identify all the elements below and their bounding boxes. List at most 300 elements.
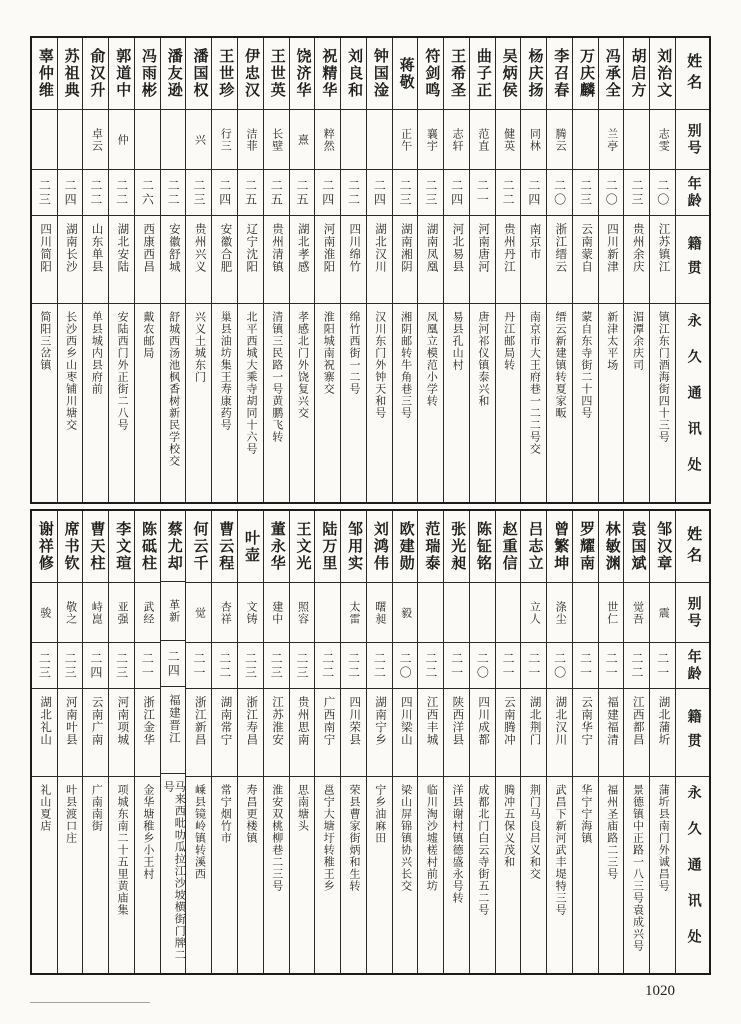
age-cell [238,170,263,216]
person-alias: 洁菲 [244,127,257,152]
name-cell [418,38,443,110]
person-alias: 骏 [38,606,51,619]
alias-cell [650,583,675,643]
native-place-cell [650,689,675,777]
person-alias: 腾云 [554,127,567,152]
age-cell [290,170,315,216]
person-alias: 行三 [219,127,232,152]
person-native-place: 江苏淮安 [270,696,283,746]
address-cell [573,777,598,973]
person-name: 蔡尤却 [165,520,182,572]
person-address: 马来西吡叻瓜拉江沙坡横街门牌二号 [162,780,186,961]
age-cell [650,643,675,689]
age-cell [470,170,495,216]
entry-column [417,38,443,502]
person-address: 舒城西汤池枫香树新民学校交 [167,311,180,467]
entry-column [160,511,186,973]
person-native-place: 湖南常宁 [219,696,232,746]
entry-column [572,38,598,502]
person-native-place: 四川荣县 [348,696,361,746]
alias-cell [496,583,521,643]
person-native-place: 河南唐河 [477,223,490,273]
person-address: 北平西城大乘寺胡同十六号 [244,311,257,455]
age-cell [496,643,521,689]
entry-column [237,511,263,973]
native-place-cell [264,216,289,304]
person-age: 二三 [243,651,258,680]
name-cell [573,511,598,583]
age-cell [367,170,392,216]
address-cell [264,777,289,973]
age-cell [315,170,340,216]
person-address: 唐河祁仪镇泰兴和 [476,311,489,407]
person-age: 二〇 [552,178,567,207]
person-native-place: 浙江缙云 [554,223,567,273]
native-place-cell [573,689,598,777]
person-age: 二一 [140,651,155,680]
person-age: 二一 [526,651,541,680]
age-cell [521,170,546,216]
name-cell [32,38,57,110]
age-cell [599,643,624,689]
address-cell [186,304,211,502]
header-alias [676,110,709,170]
person-age: 二五 [295,178,310,207]
alias-cell [547,110,572,170]
person-native-place: 河南淮阳 [322,223,335,273]
entry-column [32,511,57,973]
person-address: 凤凰立模范小学转 [425,311,438,407]
alias-cell [212,110,237,170]
alias-cell [315,583,340,643]
address-cell [264,304,289,502]
person-name: 欧建勋 [397,521,414,572]
person-age: 二二 [423,651,438,680]
person-address: 宁乡油麻田 [373,784,386,844]
age-cell [470,643,495,689]
native-place-cell [547,216,572,304]
entry-column [263,38,289,502]
name-cell [264,511,289,583]
person-name: 潘国权 [191,48,208,99]
name-cell [599,511,624,583]
age-cell [315,643,340,689]
alias-cell [32,110,57,170]
address-cell [341,777,366,973]
entry-column [598,38,624,502]
person-alias: 健英 [502,127,515,152]
native-place-cell [32,216,57,304]
person-native-place: 湖南长沙 [64,223,77,273]
person-address: 蒲圻县南门外诚昌号 [657,784,670,892]
name-cell [161,38,186,110]
address-cell [290,304,315,502]
native-place-cell [367,216,392,304]
header-address [676,304,709,502]
address-cell [650,777,675,973]
person-alias: 武经 [141,600,154,625]
entry-column [520,38,546,502]
entry-column [546,511,572,973]
native-place-cell [135,689,160,777]
name-cell [650,38,675,110]
person-alias: 正午 [399,127,412,152]
entry-column [572,511,598,973]
person-name: 邹用实 [346,521,363,572]
native-place-cell [521,216,546,304]
person-name: 钟国淦 [371,48,388,99]
entry-column [495,511,521,973]
person-native-place: 云南腾冲 [502,696,515,746]
person-address: 镇江东门酒海街四十三号 [657,311,670,443]
person-alias: 亚强 [116,600,129,625]
person-address: 洋县谢村镇德盛永号转 [451,784,464,904]
entry-column [82,38,108,502]
person-name: 赵重信 [500,521,517,572]
person-address: 寿昌更楼镇 [244,784,257,844]
person-native-place: 广西南宁 [322,696,335,746]
person-alias: 文铸 [244,600,257,625]
person-native-place: 陕西洋县 [451,696,464,746]
alias-cell [58,583,83,643]
alias-cell [470,110,495,170]
person-native-place: 四川简阳 [39,223,52,273]
header-age [676,170,709,216]
person-name: 蒋敬 [397,56,414,91]
person-age: 二一 [475,178,490,207]
name-cell [418,511,443,583]
native-place-cell [109,689,134,777]
person-native-place: 湖北汉川 [374,223,387,273]
person-alias: 革新 [167,599,180,624]
alias-cell [521,583,546,643]
entry-column [185,38,211,502]
native-place-cell [573,216,598,304]
age-cell [521,643,546,689]
person-name: 杨庆扬 [526,48,543,99]
person-name: 席书钦 [62,521,79,572]
name-cell [315,38,340,110]
person-address: 成都北门白云寺街五二号 [476,784,489,916]
person-age: 二六 [140,178,155,207]
header-name [676,511,709,583]
header-native-label: 籍贯 [685,708,701,757]
name-cell [161,511,186,582]
person-name: 罗耀南 [577,521,594,572]
person-age: 二四 [88,651,103,680]
person-address: 武昌下新河武丰堤特三号 [554,784,567,916]
address-cell [367,777,392,973]
person-name: 符剑鸣 [423,48,440,99]
alias-cell [315,110,340,170]
alias-cell [32,583,57,643]
entry-column [469,38,495,502]
person-native-place: 云南广南 [90,696,103,746]
person-name: 张光昶 [449,521,466,572]
person-address: 孝感北门外饶复兴交 [296,311,309,419]
person-native-place: 浙江金华 [142,696,155,746]
entry-column [623,38,649,502]
header-name-label: 姓名 [685,525,702,568]
person-alias: 志轩 [451,127,464,152]
person-age: 二四 [449,178,464,207]
age-cell [135,170,160,216]
header-address [676,777,709,973]
native-place-cell [393,689,418,777]
entry-column [366,511,392,973]
person-age: 二三 [629,178,644,207]
person-name: 伊忠汉 [243,48,260,99]
address-cell [496,304,521,502]
age-cell [341,643,366,689]
person-address: 嵊县镜岭镇转溪西 [193,784,206,880]
alias-cell [624,583,649,643]
directory-table-bottom [30,509,711,975]
native-place-cell [599,216,624,304]
person-native-place: 江西都昌 [631,696,644,746]
person-name: 饶济华 [294,48,311,99]
person-alias: 熹 [296,133,309,146]
person-age: 二三 [295,651,310,680]
person-native-place: 湖南湘阴 [399,223,412,273]
person-name: 刘治文 [655,48,672,99]
address-cell [393,777,418,973]
person-name: 郭道中 [114,48,131,99]
person-name: 苏祖典 [62,48,79,99]
person-address: 荣县曹家街炳和生转 [348,784,361,892]
person-name: 陈砥柱 [139,521,156,572]
name-cell [109,511,134,583]
person-name: 冯雨彬 [139,48,156,99]
person-age: 二四 [217,178,232,207]
alias-cell [470,583,495,643]
age-cell [238,643,263,689]
header-column [675,38,709,502]
name-cell [238,511,263,583]
alias-cell [393,583,418,643]
directory-table-top [30,36,711,504]
person-address: 新津太平场 [605,311,618,371]
person-alias: 太雷 [348,600,361,625]
alias-cell [264,110,289,170]
address-cell [496,777,521,973]
person-alias: 志雯 [657,127,670,152]
native-place-cell [212,216,237,304]
person-name: 曾繁坤 [552,521,569,572]
name-cell [547,38,572,110]
person-name: 祝精华 [320,48,337,99]
person-alias: 兰亭 [605,127,618,152]
person-native-place: 湖北安陆 [116,223,129,273]
address-cell [186,777,211,973]
entry-column [623,511,649,973]
age-cell [135,643,160,689]
person-name: 陈钲铭 [474,521,491,572]
person-address: 思南塘头 [296,784,309,832]
native-place-cell [264,689,289,777]
name-cell [496,38,521,110]
person-address: 荆门马良吕义和交 [528,784,541,880]
person-address: 戴农邮局 [141,311,154,359]
person-address: 梁山屏锦镇协兴长交 [399,784,412,892]
person-native-place: 云南华宁 [580,696,593,746]
person-native-place: 湖南宁乡 [374,696,387,746]
person-address: 礼山夏店 [38,784,51,832]
person-native-place: 江苏镇江 [657,223,670,273]
alias-cell [83,583,108,643]
native-place-cell [650,216,675,304]
person-alias: 涤尘 [554,600,567,625]
person-address: 汉川东门外钟天和号 [373,311,386,419]
person-name: 俞汉升 [88,48,105,99]
name-cell [650,511,675,583]
address-cell [470,777,495,973]
alias-cell [290,110,315,170]
native-place-cell [341,216,366,304]
person-native-place: 四川梁山 [399,696,412,746]
person-age: 二二 [501,178,516,207]
address-cell [135,304,160,502]
entry-column [57,38,83,502]
header-native [676,216,709,304]
person-address: 易县孔山村 [451,311,464,371]
person-alias: 长壁 [270,127,283,152]
age-cell [418,170,443,216]
alias-cell [341,583,366,643]
native-place-cell [393,216,418,304]
age-cell [341,170,366,216]
alias-cell [367,583,392,643]
person-alias: 世仁 [605,600,618,625]
alias-cell [238,583,263,643]
person-age: 二二 [346,651,361,680]
alias-cell [444,110,469,170]
person-age: 二五 [269,178,284,207]
age-cell [444,170,469,216]
native-place-cell [315,689,340,777]
header-name-label: 姓名 [685,52,702,95]
header-age-label: 年龄 [685,175,701,210]
native-place-cell [418,689,443,777]
person-name: 邹汉章 [655,521,672,572]
name-cell [58,511,83,583]
person-name: 何云千 [191,521,208,572]
name-cell [444,511,469,583]
name-cell [470,511,495,583]
native-place-cell [624,689,649,777]
person-native-place: 安徽合肥 [219,223,232,273]
person-native-place: 四川绵竹 [348,223,361,273]
alias-cell [109,110,134,170]
person-address: 淮安双桃柳巷二三号 [270,784,283,892]
person-age: 二二 [114,178,129,207]
person-address: 安陆西门外正街二八号 [116,311,129,431]
person-age: 二三 [398,178,413,207]
person-address: 湘阴邮转牛角巷三号 [399,311,412,419]
person-age: 二三 [114,651,129,680]
person-native-place: 湖北礼山 [39,696,52,746]
address-cell [315,304,340,502]
person-native-place: 福建福清 [605,696,618,746]
person-age: 二〇 [552,651,567,680]
native-place-cell [290,689,315,777]
entry-column [520,511,546,973]
person-name: 谢祥修 [36,521,53,572]
address-cell [599,777,624,973]
person-native-place: 河南叶县 [64,696,77,746]
native-place-cell [341,689,366,777]
age-cell [624,643,649,689]
address-cell [161,774,186,973]
entry-column [57,511,83,973]
name-cell [341,511,366,583]
age-cell [264,643,289,689]
name-cell [186,38,211,110]
entry-column [392,511,418,973]
age-cell [547,643,572,689]
person-alias: 兴 [193,133,206,146]
age-cell [496,170,521,216]
person-alias: 同林 [528,127,541,152]
person-name: 辜仲维 [36,48,53,99]
age-cell [393,643,418,689]
native-place-cell [496,216,521,304]
entry-column [160,38,186,502]
native-place-cell [521,689,546,777]
name-cell [290,38,315,110]
person-address: 腾冲五保义茂和 [502,784,515,868]
alias-cell [161,110,186,170]
person-native-place: 湖北蒲圻 [657,696,670,746]
header-column [675,511,709,973]
age-cell [186,170,211,216]
entry-column [392,38,418,502]
alias-cell [341,110,366,170]
address-cell [521,777,546,973]
address-cell [444,304,469,502]
header-alias-label: 别号 [685,595,701,630]
age-cell [573,170,598,216]
address-cell [109,777,134,973]
person-address: 福州圣庙路二三号 [605,784,618,880]
native-place-cell [470,216,495,304]
native-place-cell [212,689,237,777]
person-age: 二一 [449,651,464,680]
person-address: 叶县渡口庄 [64,784,77,844]
address-cell [83,777,108,973]
entry-column [366,38,392,502]
name-cell [135,38,160,110]
address-cell [238,304,263,502]
address-cell [238,777,263,973]
entry-column [649,511,675,973]
entry-column [443,511,469,973]
alias-cell [58,110,83,170]
person-address: 淮阳城南祝寨交 [322,311,335,395]
person-age: 二二 [372,651,387,680]
alias-cell [418,110,443,170]
address-cell [650,304,675,502]
address-cell [32,304,57,502]
entry-column [314,511,340,973]
person-alias: 杏祥 [219,600,232,625]
native-place-cell [58,689,83,777]
person-address: 缙云新建镇转夏家畈 [554,311,567,419]
entry-column [82,511,108,973]
native-place-cell [32,689,57,777]
name-cell [470,38,495,110]
name-cell [599,38,624,110]
